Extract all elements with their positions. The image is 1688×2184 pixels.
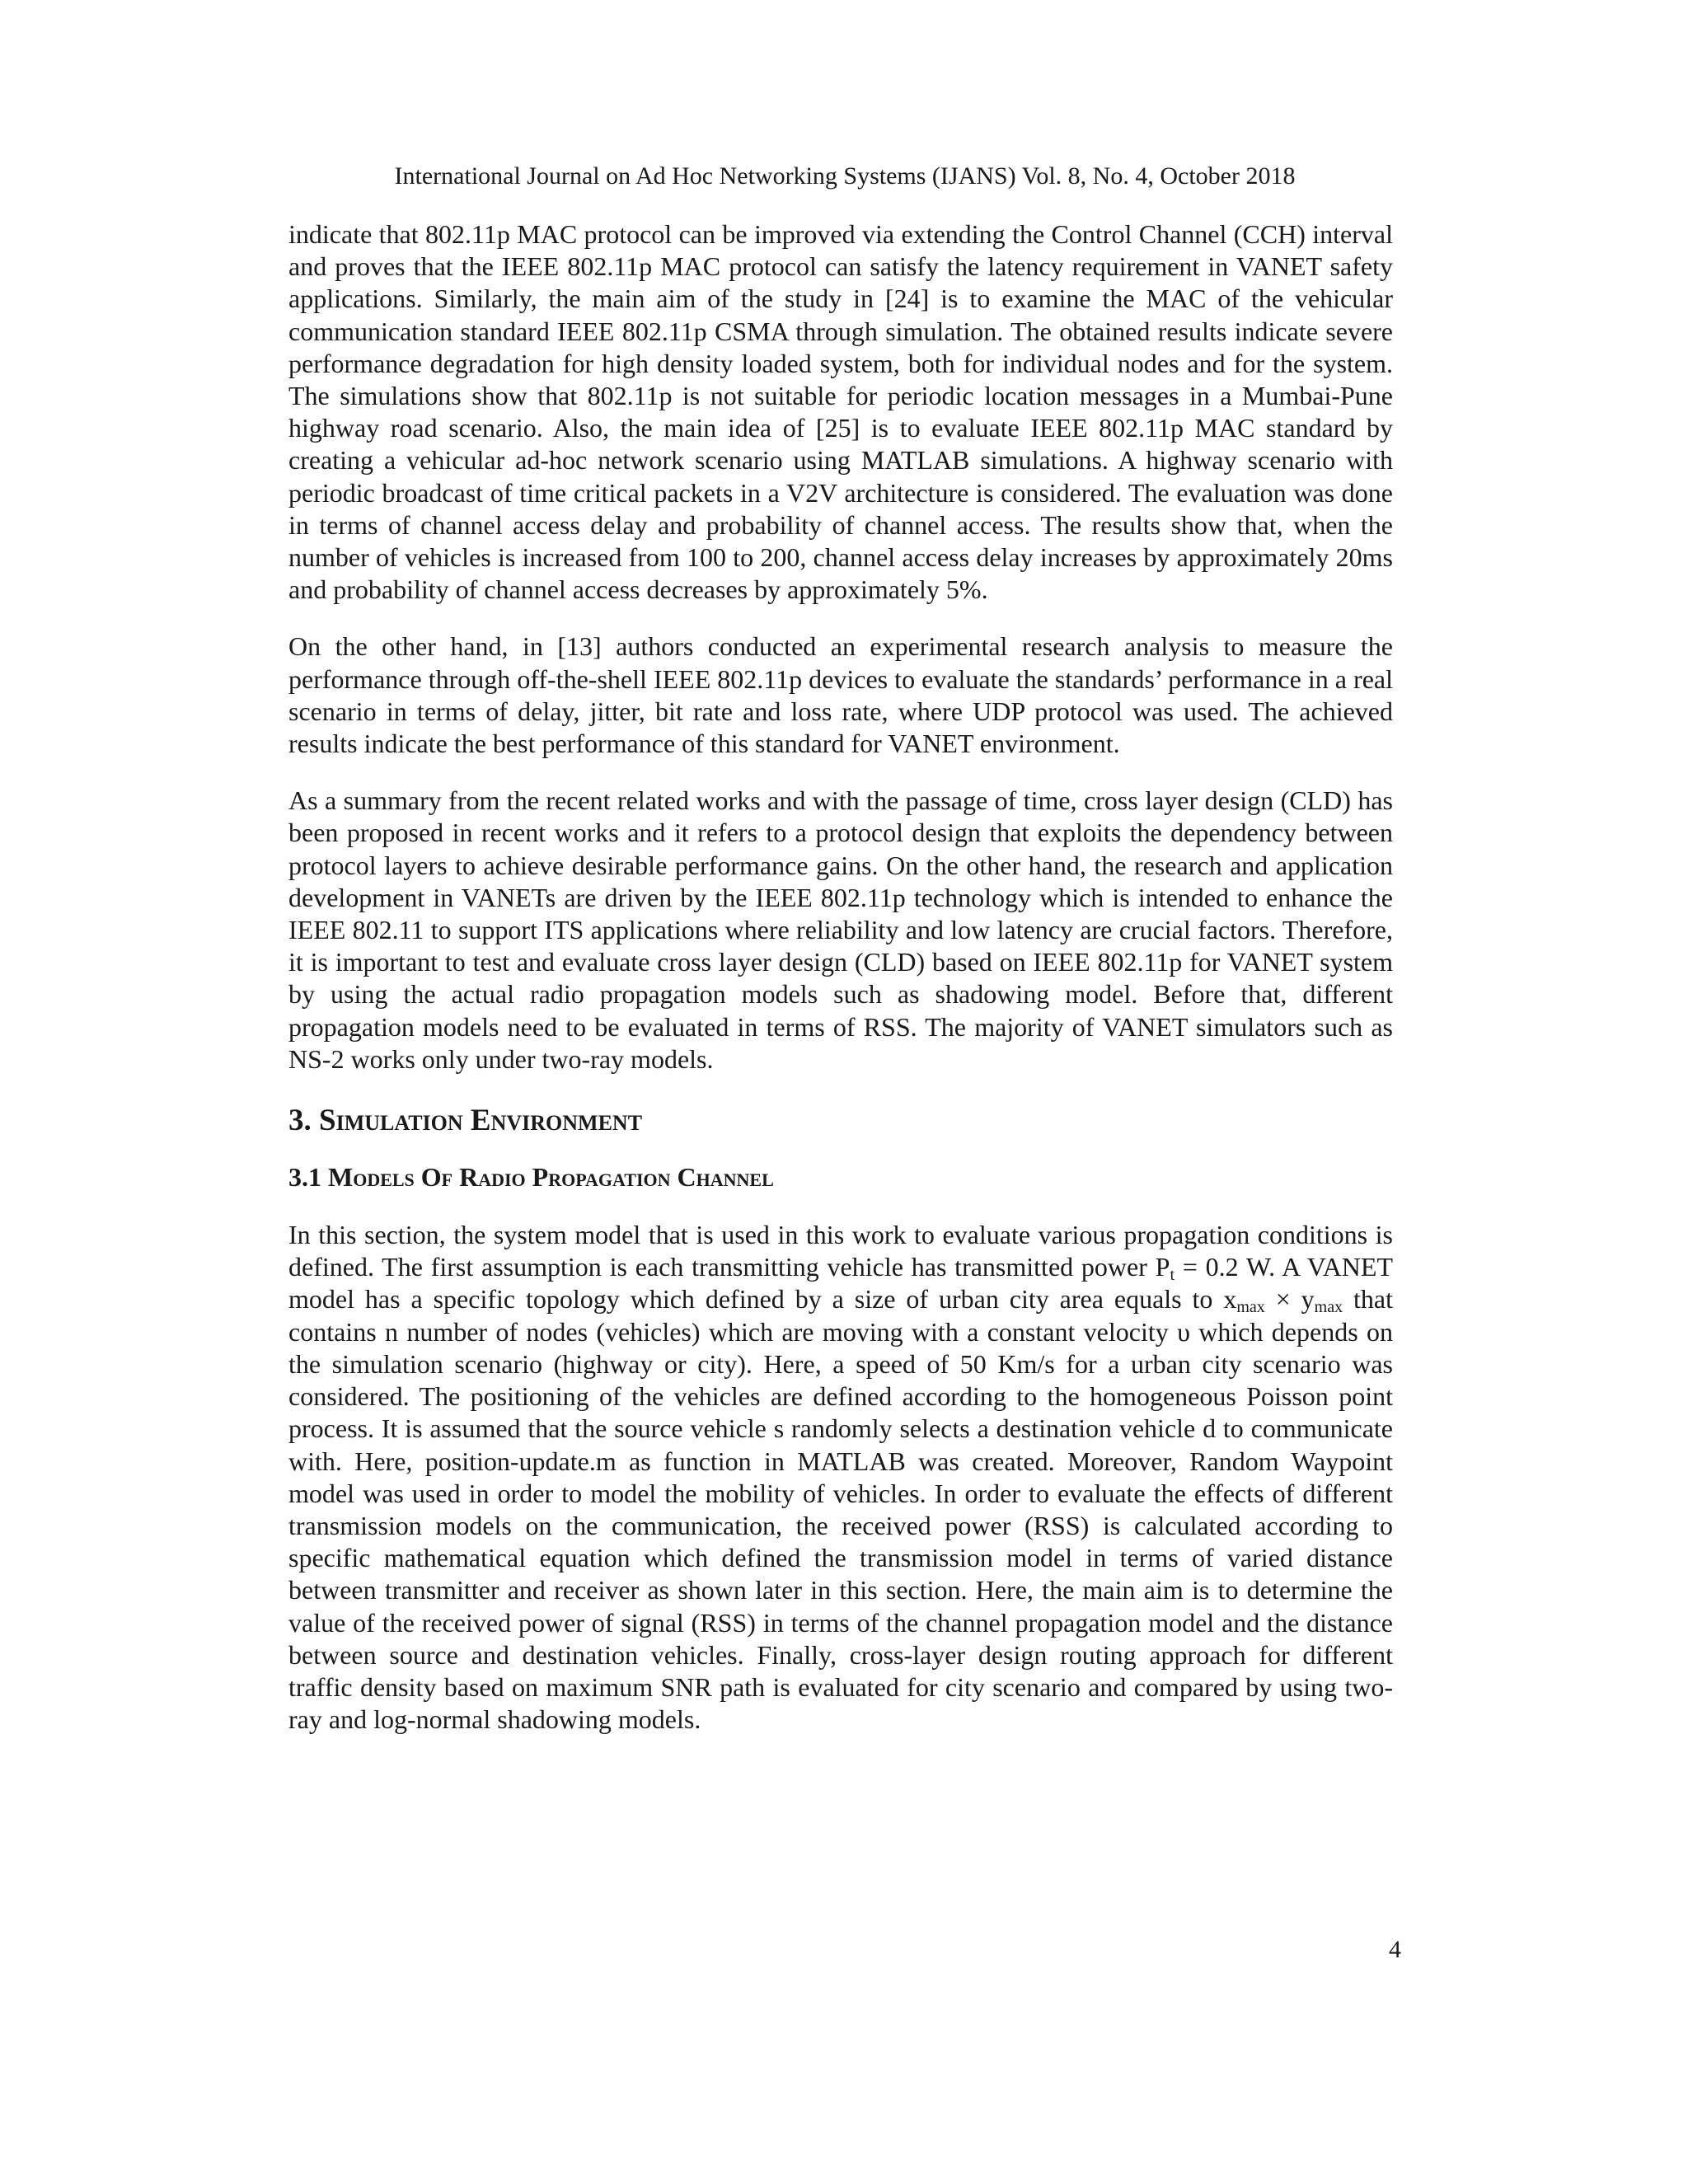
paragraph-related-work-continued: indicate that 802.11p MAC protocol can be improved via extending the Control Channel (CCH) interval and proves that the IEEE 802.11p MAC protocol can satisfy the latency requirement in VANET safety applications. Similarly, the main aim of the study in [24] is to examine the MAC of the vehicular communication standard IEEE 802.11p CSMA through simulation. The obtained results indicate severe performance degradation for high density loaded system, both for individual nodes and for the system. The simulations show that 802.11p is not suitable for periodic location messages in a Mumbai-Pune highway road scenario. Also, the main idea of [25] is to evaluate IEEE 802.11p MAC standard by creating a vehicular ad-hoc network scenario using MATLAB simulations. A highway scenario with periodic broadcast of time critical packets in a V2V architecture is considered. The evaluation was done in terms of channel access delay and probability of channel access. The results show that, when the number of vehicles is increased from 100 to 200, channel access delay increases by approximately 20ms and probability of channel access decreases by approximately 5%. bbox=[288, 219, 1393, 605]
subscript-max-x: max bbox=[1236, 1298, 1265, 1317]
subscript-max-y: max bbox=[1314, 1298, 1343, 1317]
body-text bbox=[288, 218, 1393, 1736]
system-model-text-1: In this section, the system model that is used in this work to evaluate various propagation conditions is defined. The first assumption is each transmitting vehicle has transmitted power P bbox=[288, 1220, 1393, 1282]
system-model-text-2: = 0.2 W. A VANET model has a specific topology which defined by a size of urban city area equals to x bbox=[288, 1252, 1394, 1315]
subscript-t: t bbox=[1170, 1266, 1175, 1285]
running-header: International Journal on Ad Hoc Networking Systems (IJANS) Vol. 8, No. 4, October 2018 bbox=[394, 162, 1296, 190]
system-model-times: × y bbox=[1264, 1284, 1315, 1315]
paragraph-experimental-analysis: On the other hand, in [13] authors conducted an experimental research analysis to measure the performance through off-the-shell IEEE 802.11p devices to evaluate the standards’ performance in a real scenario in terms of delay, jitter, bit rate and loss rate, where UDP protocol was used. The achieved results indicate the best performance of this standard for VANET environment. bbox=[288, 631, 1393, 759]
page-number: 4 bbox=[1389, 1936, 1401, 1963]
section-heading-simulation-environment: 3. Simulation Environment bbox=[288, 1104, 643, 1138]
paragraph-system-model bbox=[288, 1219, 1393, 1736]
system-model-text-3: that contains n number of nodes (vehicles) which are moving with a constant velocity υ which depends on the simulation scenario (highway or city). Here, a speed of 50 Km/s for a urban city scenario was considered. The positioning of the vehicles are defined according to the homogeneous Poisson point process. It is assumed that the source vehicle s randomly selects a destination vehicle d to communicate with. Here, position-update.m as function in MATLAB was created. Moreover, Random Waypoint model was used in order to model the mobility of vehicles. In order to evaluate the effects of different transmission models on the communication, the received power (RSS) is calculated according to specific mathematical equation which defined the transmission model in terms of varied distance between transmitter and receiver as shown later in this section. Here, the main aim is to determine the value of the received power of signal (RSS) in terms of the channel propagation model and the distance between source and destination vehicles. Finally, cross-layer design routing approach for different traffic density based on maximum SNR path is evaluated for city scenario and compared by using two-ray and log-normal shadowing models. bbox=[288, 1284, 1394, 1735]
subsection-heading-radio-propagation: 3.1 Models Of Radio Propagation Channel bbox=[288, 1162, 774, 1193]
paragraph-summary: As a summary from the recent related works and with the passage of time, cross layer design (CLD) has been proposed in recent works and it refers to a protocol design that exploits the dependency between protocol layers to achieve desirable performance gains. On the other hand, the research and application development in VANETs are driven by the IEEE 802.11p technology which is intended to enhance the IEEE 802.11 to support ITS applications where reliability and low latency are crucial factors. Therefore, it is important to test and evaluate cross layer design (CLD) based on IEEE 802.11p for VANET system by using the actual radio propagation models such as shadowing model. Before that, different propagation models need to be evaluated in terms of RSS. The majority of VANET simulators such as NS-2 works only under two-ray models. bbox=[288, 785, 1393, 1074]
